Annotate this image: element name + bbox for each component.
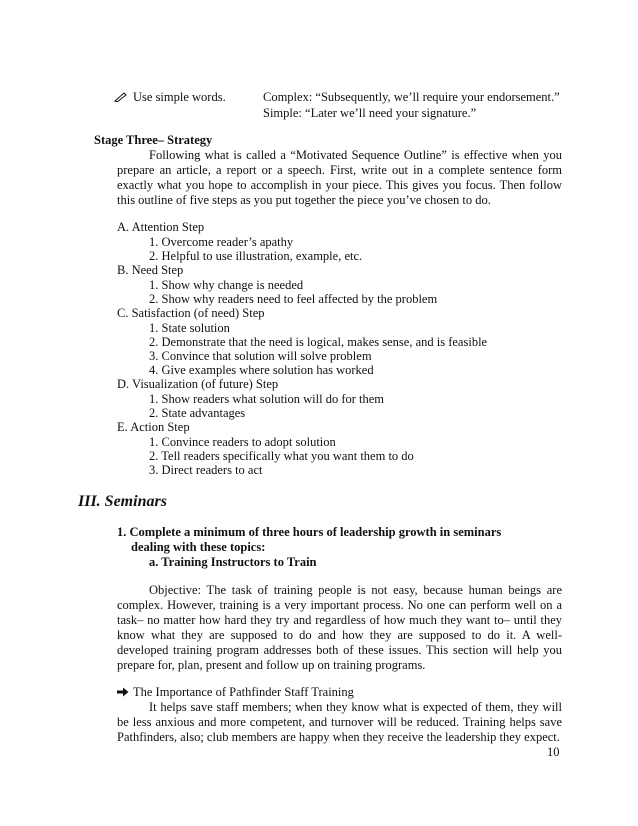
right-arrow-icon [117, 687, 129, 697]
step-item: 1. Convince readers to adopt solution [149, 435, 336, 449]
seminars-heading: III. Seminars [78, 493, 167, 510]
page-number: 10 [547, 745, 560, 759]
tip-complex: Complex: “Subsequently, we’ll require your endorsement.” [263, 90, 560, 104]
step-item: 1. Show why change is needed [149, 278, 304, 292]
tip-simple: Simple: “Later we’ll need your signature.” [263, 106, 477, 120]
intro-line: Following what is called a “Motivated Sequence Outline” is effective when you [149, 148, 562, 162]
step-item: 2. Demonstrate that the need is logical, makes sense, and is feasible [149, 335, 488, 349]
step-e-title: E. Action Step [117, 420, 190, 434]
step-item: 2. Tell readers specifically what you want them to do [149, 449, 414, 463]
intro-line: prepare an article, a report or a speech. First, write out in a complete sentence form [117, 163, 562, 177]
step-b-title: B. Need Step [117, 263, 184, 277]
step-item: 1. Overcome reader’s apathy [149, 235, 294, 249]
step-item: 3. Direct readers to act [149, 463, 263, 477]
step-c-title: C. Satisfaction (of need) Step [117, 306, 265, 320]
importance-line: Pathfinders, also; club members are happy when they receive the leadership they expect. [117, 730, 560, 744]
tip-label: Use simple words. [133, 90, 226, 104]
importance-heading [117, 685, 354, 700]
importance-line: It helps save staff members; when they know what is expected of them, they will [149, 700, 562, 714]
step-item: 1. State solution [149, 321, 230, 335]
objective-line: prepare for, plan, present and follow up on training programs. [117, 658, 426, 672]
step-a-title: A. Attention Step [117, 220, 205, 234]
step-item: 1. Show readers what solution will do for them [149, 392, 385, 406]
seminar-sub-item: a. Training Instructors to Train [149, 555, 317, 569]
tip-bullet [114, 90, 226, 105]
seminar-item-line: dealing with these topics: [131, 540, 266, 554]
importance-heading-label: The Importance of Pathfinder Staff Training [133, 685, 354, 699]
seminar-item-line: 1. Complete a minimum of three hours of leadership growth in seminars [117, 525, 502, 539]
importance-line: be less anxious and more competent, and turnover will be reduced. Training helps save [117, 715, 562, 729]
objective-line: Objective: The task of training people is not easy, because human beings are [149, 583, 562, 597]
pencil-icon [114, 92, 127, 102]
step-d-title: D. Visualization (of future) Step [117, 377, 279, 391]
step-item: 2. State advantages [149, 406, 246, 420]
intro-line: exactly what you hope to accomplish in your piece. This gives you focus. Then follow [117, 178, 562, 192]
step-item: 4. Give examples where solution has worked [149, 363, 374, 377]
objective-line: complex. However, training is a very important process. No one can perform well on a [117, 598, 562, 612]
stage-three-heading: Stage Three– Strategy [94, 133, 213, 147]
step-item: 2. Show why readers need to feel affected by the problem [149, 292, 438, 306]
step-item: 2. Helpful to use illustration, example, etc. [149, 249, 363, 263]
objective-line: developed training program addresses both of these issues. This section will help you [117, 643, 562, 657]
intro-line: this outline of five steps as you put together the piece you’ve chosen to do. [117, 193, 491, 207]
objective-line: task– no matter how hard they try and regardless of how much they want to– until they [117, 613, 562, 627]
objective-line: know what they are supposed to do and how they are supposed to do it. A well- [117, 628, 562, 642]
step-item: 3. Convince that solution will solve problem [149, 349, 372, 363]
